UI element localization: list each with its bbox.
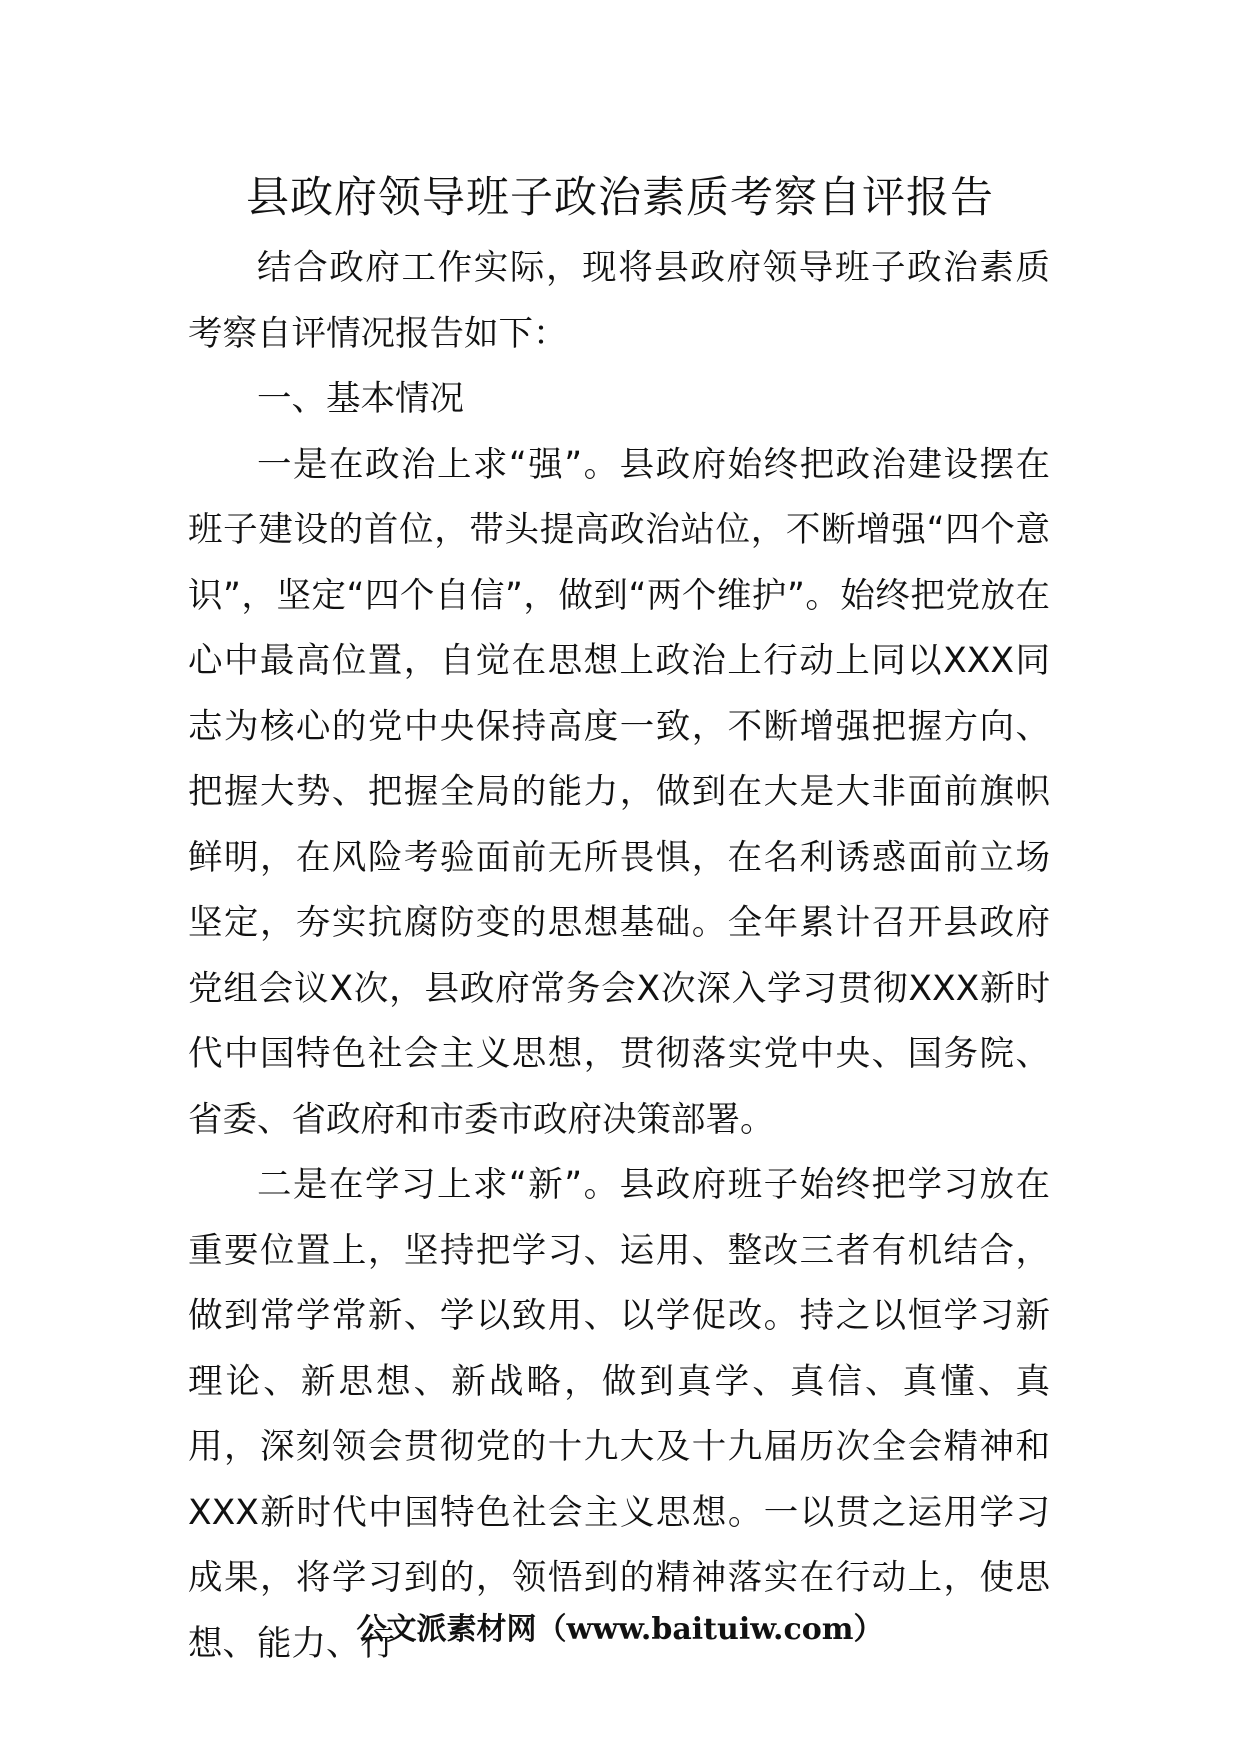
footer-watermark: 公文派素材网（www.baituiw.com） bbox=[356, 1612, 884, 1647]
intro-paragraph: 结合政府工作实际，现将县政府领导班子政治素质考察自评情况报告如下： bbox=[188, 248, 1050, 354]
document-title: 县政府领导班子政治素质考察自评报告 bbox=[246, 173, 994, 223]
paragraph-study: 二是在学习上求“新”。县政府班子始终把学习放在重要位置上，坚持把学习、运用、整改三者有机结合，做到常学常新、学以致用、以学促改。持之以恒学习新理论、新思想、新战略，做到真学、真信、真懂、真用，深刻领会贯彻党的十九大及十九届历次全会精神和XXX新时代中国特色社会主义思想。一以贯之运用学习成果，将学习到的，领悟到的精神落实在行动上，使思想、能力、行 bbox=[188, 1165, 1050, 1664]
document-body bbox=[188, 236, 1050, 1677]
section-heading: 一、基本情况 bbox=[257, 379, 464, 419]
paragraph-politics: 一是在政治上求“强”。县政府始终把政治建设摆在班子建设的首位，带头提高政治站位，不断增强“四个意识”，坚定“四个自信”，做到“两个维护”。始终把党放在心中最高位置，自觉在思想上政治上行动上同以XXX同志为核心的党中央保持高度一致，不断增强把握方向、把握大势、把握全局的能力，做到在大是大非面前旗帜鲜明，在风险考验面前无所畏惧，在名利诱惑面前立场坚定，夯实抗腐防变的思想基础。全年累计召开县政府党组会议X次，县政府常务会X次深入学习贯彻XXX新时代中国特色社会主义思想，贯彻落实党中央、国务院、省委、省政府和市委市政府决策部署。 bbox=[188, 444, 1050, 1140]
